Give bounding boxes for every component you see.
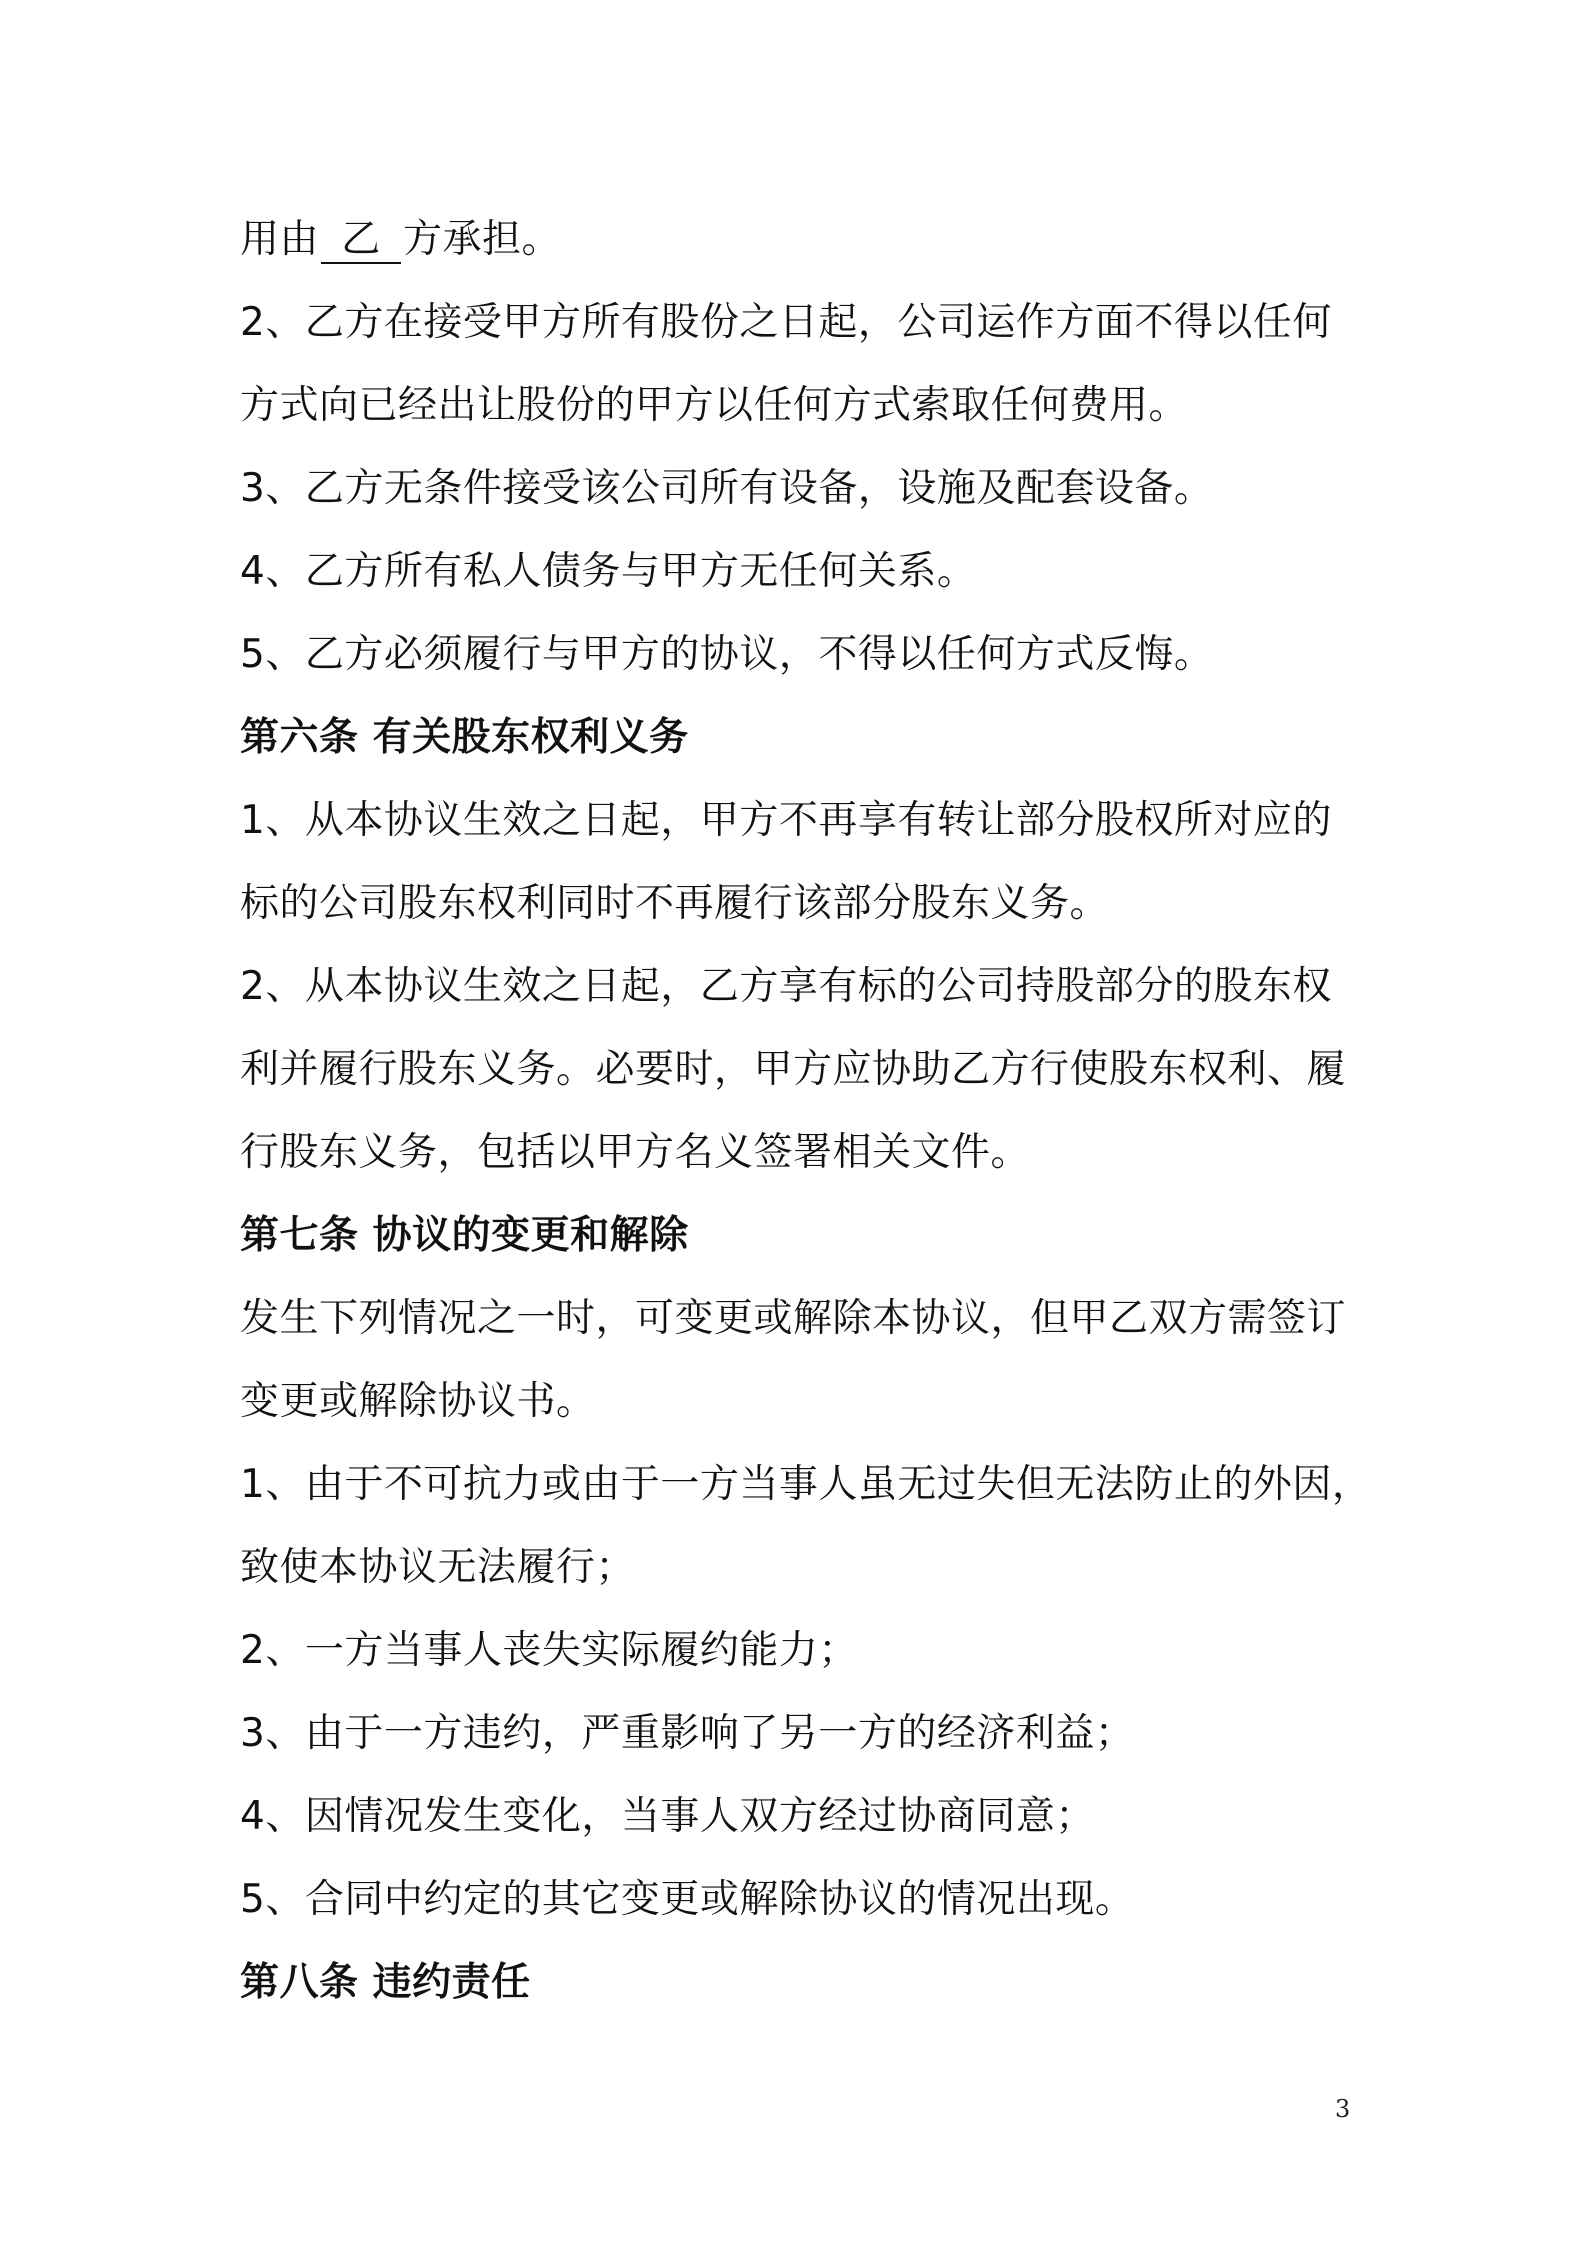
paragraph-line: 致使本协议无法履行；	[240, 1545, 636, 1590]
paragraph-line: 1、由于不可抗力或由于一方当事人虽无过失但无法防止的外因，	[240, 1462, 1372, 1507]
paragraph-line: 2、乙方在接受甲方所有股份之日起，公司运作方面不得以任何	[240, 300, 1332, 345]
paragraph-line: 2、一方当事人丧失实际履约能力；	[240, 1628, 858, 1673]
article-7-heading: 第七条 协议的变更和解除	[240, 1213, 689, 1258]
paragraph-line: 5、乙方必须履行与甲方的协议，不得以任何方式反悔。	[240, 632, 1214, 677]
paragraph-line: 行股东义务，包括以甲方名义签署相关文件。	[240, 1130, 1031, 1175]
paragraph-line: 4、因情况发生变化，当事人双方经过协商同意；	[240, 1794, 1095, 1839]
paragraph-line: 利并履行股东义务。必要时，甲方应协助乙方行使股东权利、履	[240, 1047, 1347, 1092]
line-suffix: 方承担。	[403, 217, 562, 262]
paragraph-line	[240, 198, 1360, 281]
article-8-heading: 第八条 违约责任	[240, 1960, 531, 2005]
paragraph-line: 3、由于一方违约，严重影响了另一方的经济利益；	[240, 1711, 1135, 1756]
paragraph-line: 5、合同中约定的其它变更或解除协议的情况出现。	[240, 1877, 1135, 1922]
paragraph-line: 1、从本协议生效之日起，甲方不再享有转让部分股权所对应的	[240, 798, 1332, 843]
paragraph-line: 变更或解除协议书。	[240, 1379, 596, 1424]
paragraph-line: 发生下列情况之一时，可变更或解除本协议，但甲乙双方需签订	[240, 1296, 1347, 1341]
line-prefix: 用由	[240, 217, 320, 262]
paragraph-line: 2、从本协议生效之日起，乙方享有标的公司持股部分的股东权	[240, 964, 1332, 1009]
article-6-heading: 第六条 有关股东权利义务	[240, 715, 689, 760]
page-number: 3	[1335, 2095, 1351, 2123]
filled-blank: 乙	[321, 218, 401, 264]
paragraph-line: 3、乙方无条件接受该公司所有设备，设施及配套设备。	[240, 466, 1214, 511]
paragraph-line: 方式向已经出让股份的甲方以任何方式索取任何费用。	[240, 383, 1189, 428]
paragraph-line: 4、乙方所有私人债务与甲方无任何关系。	[240, 549, 977, 594]
document-body	[240, 198, 1372, 2024]
paragraph-line: 标的公司股东权利同时不再履行该部分股东义务。	[240, 881, 1110, 926]
